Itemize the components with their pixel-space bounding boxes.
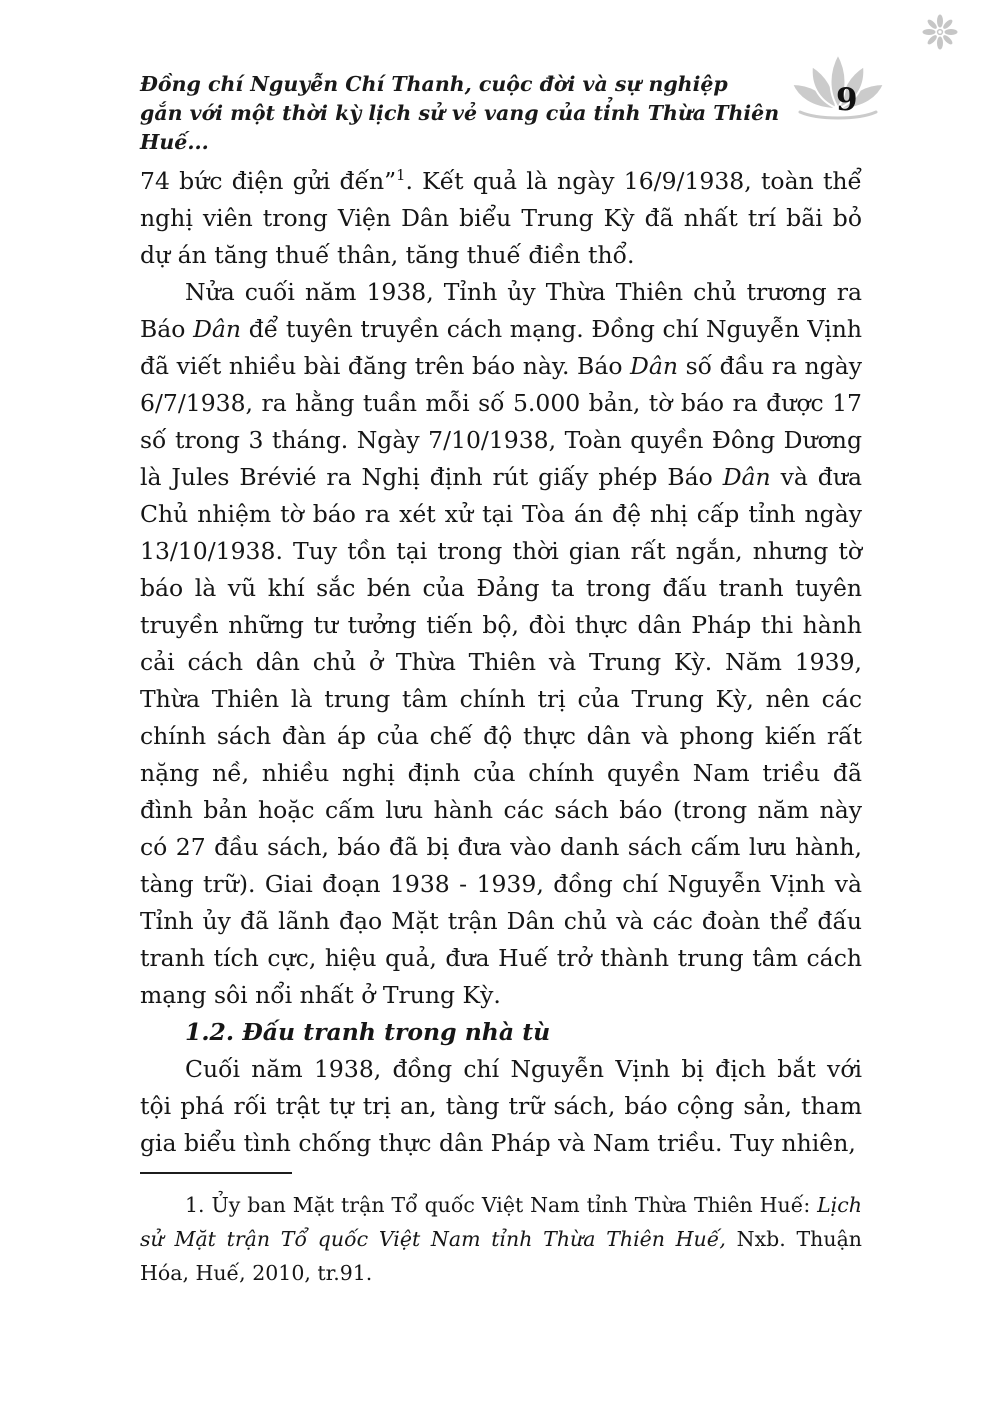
body-text bbox=[140, 163, 862, 1162]
flower-asterisk-icon bbox=[922, 14, 958, 54]
running-header-line2: gắn với một thời kỳ lịch sử vẻ vang của tỉnh Thừa Thiên Huế... bbox=[140, 101, 780, 154]
section-heading: 1.2. Đấu tranh trong nhà tù bbox=[185, 1018, 551, 1046]
running-header bbox=[140, 70, 780, 157]
paragraph: Cuối năm 1938, đồng chí Nguyễn Vịnh bị địch bắt với tội phá rối trật tự trị an, tàng trữ sách, báo cộng sản, tham gia biểu tình chống thực dân Pháp và Nam triều. Tuy nhiên, bbox=[140, 1055, 862, 1157]
footnote-rule bbox=[140, 1172, 292, 1174]
running-header-line1: Đồng chí Nguyễn Chí Thanh, cuộc đời và sự nghiệp bbox=[140, 72, 728, 96]
paragraph: Nửa cuối năm 1938, Tỉnh ủy Thừa Thiên chủ trương ra Báo Dân để tuyên truyền cách mạng. Đồng chí Nguyễn Vịnh đã viết nhiều bài đăng trên báo này. Báo Dân số đầu ra ngày 6/7/1938, ra hằng tuần mỗi số 5.000 bản, tờ báo ra được 17 số trong 3 tháng. Ngày 7/10/1938, Toàn quyền Đông Dương là Jules Brévié ra Nghị định rút giấy phép Báo Dân và đưa Chủ nhiệm tờ báo ra xét xử tại Tòa án đệ nhị cấp tỉnh ngày 13/10/1938. Tuy tồn tại trong thời gian rất ngắn, nhưng tờ báo là vũ khí sắc bén của Đảng ta trong đấu tranh tuyên truyền những tư tưởng tiến bộ, đòi thực dân Pháp thi hành cải cách dân chủ ở Thừa Thiên và Trung Kỳ. Năm 1939, Thừa Thiên là trung tâm chính trị của Trung Kỳ, nên các chính sách đàn áp của chế độ thực dân và phong kiến rất nặng nề, nhiều nghị định của chính quyền Nam triều đã đình bản hoặc cấm lưu hành các sách báo (trong năm này có 27 đầu sách, báo đã bị đưa vào danh sách cấm lưu hành, tàng trữ). Giai đoạn 1938 - 1939, đồng chí Nguyễn Vịnh và Tỉnh ủy đã lãnh đạo Mặt trận Dân chủ và các đoàn thể đấu tranh tích cực, hiệu quả, đưa Huế trở thành trung tâm cách mạng sôi nổi nhất ở Trung Kỳ. bbox=[140, 278, 862, 1009]
footnote: 1. Ủy ban Mặt trận Tổ quốc Việt Nam tỉnh Thừa Thiên Huế: Lịch sử Mặt trận Tổ quốc Việt Nam tỉnh Thừa Thiên Huế, Nxb. Thuận Hóa, Huế, 2010, tr.91. bbox=[140, 1193, 862, 1285]
paragraph: 74 bức điện gửi đến”$^1$. Kết quả là ngày 16/9/1938, toàn thể nghị viên trong Viện Dân biểu Trung Kỳ đã nhất trí bãi bỏ dự án tăng thuế thân, tăng thuế điền thổ. bbox=[140, 167, 862, 269]
page-number: 9 bbox=[836, 82, 858, 118]
